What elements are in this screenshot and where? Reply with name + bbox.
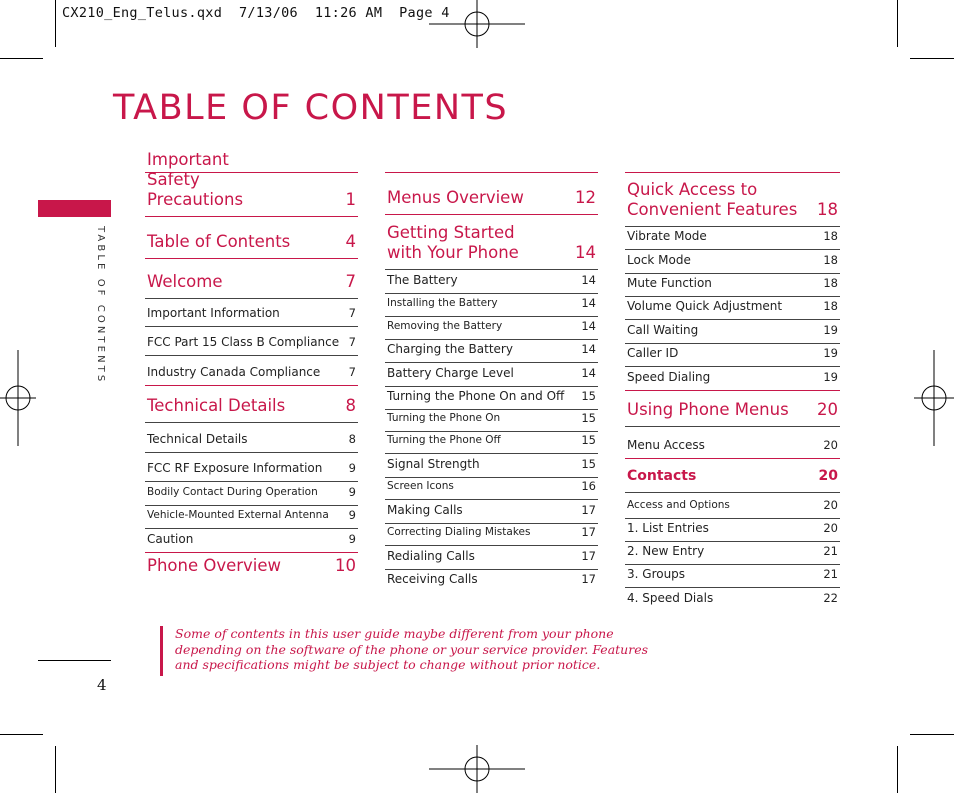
registration-mark-bottom [429,745,525,793]
toc-entry-page: 19 [823,370,838,384]
crop-mark [0,734,43,735]
file-slug: CX210_Eng_Telus.qxd 7/13/06 11:26 AM Page 4 [62,5,450,21]
toc-entry-page: 18 [823,253,838,267]
toc-subentry[interactable] [625,426,840,458]
toc-subentry[interactable] [385,269,598,293]
toc-subentry[interactable] [385,431,598,453]
toc-entry-page: 21 [823,544,838,558]
toc-entry-page: 7 [345,272,356,291]
toc-entry-label: Quick Access to Convenient Features [627,180,798,219]
toc-column-1 [145,150,358,582]
toc-section-entry[interactable] [145,385,358,422]
toc-entry-page: 9 [348,461,356,475]
toc-entry-page: 20 [823,521,838,535]
toc-entry-page: 7 [348,335,356,349]
toc-entry-page: 14 [581,366,596,380]
toc-entry-page: 18 [823,276,838,290]
toc-entry-page: 8 [345,396,356,415]
toc-section-entry[interactable] [385,172,598,214]
toc-section-entry[interactable] [625,458,840,492]
toc-entry-label: Turning the Phone On and Off [387,389,565,403]
toc-entry-page: 20 [823,438,838,452]
toc-entry-page: 22 [823,591,838,605]
toc-entry-page: 19 [823,323,838,337]
toc-entry-page: 12 [575,188,596,207]
toc-subentry[interactable] [385,453,598,477]
crop-mark [910,58,954,59]
toc-entry-page: 7 [348,365,356,379]
toc-entry-page: 4 [345,232,356,251]
toc-section-entry[interactable] [625,172,840,226]
toc-subentry[interactable] [625,343,840,366]
toc-subentry[interactable] [385,477,598,499]
side-tab-label: TABLE OF CONTENTS [95,226,106,385]
registration-mark-right [914,350,954,446]
toc-subentry[interactable] [625,296,840,319]
toc-entry-label: Removing the Battery [387,320,503,332]
note-line: and specifications might be subject to change without prior notice. [175,657,601,672]
toc-entry-page: 17 [581,503,596,517]
toc-entry-label: Table of Contents [147,232,291,251]
toc-entry-page: 10 [335,556,356,575]
toc-column-2 [385,172,598,592]
toc-subentry[interactable] [625,319,840,343]
toc-subentry[interactable] [625,249,840,273]
toc-subentry[interactable] [385,293,598,316]
toc-section-entry[interactable] [625,390,840,426]
toc-subentry[interactable] [625,492,840,518]
toc-entry-page: 15 [581,433,596,447]
toc-entry-label: Signal Strength [387,457,480,471]
toc-subentry[interactable] [385,386,598,409]
toc-entry-label: Contacts [627,468,697,484]
toc-entry-label: Menu Access [627,438,705,452]
note-line: depending on the software of the phone or your service provider. Features [175,641,649,657]
toc-entry-label: Vibrate Mode [627,229,707,243]
section-tab-marker [38,200,111,217]
crop-mark [897,0,898,47]
toc-subentry[interactable] [625,226,840,249]
note-line: Some of contents in this user guide maybe different from your phone [175,626,614,641]
toc-subentry[interactable] [385,569,598,592]
toc-entry-page: 7 [348,306,356,320]
toc-entry-page: 14 [581,319,596,333]
toc-entry-label: Call Waiting [627,323,699,337]
registration-mark-left [0,350,36,446]
toc-section-entry[interactable] [145,258,358,298]
toc-entry-label: Turning the Phone Off [387,434,501,446]
toc-entry-page: 18 [823,229,838,243]
toc-entry-label: Turning the Phone On [387,412,501,424]
toc-entry-page: 20 [818,468,838,484]
toc-entry-page: 9 [348,532,356,546]
toc-subentry[interactable] [145,452,358,481]
toc-entry-page: 15 [581,457,596,471]
toc-entry-label: Volume Quick Adjustment [627,299,783,313]
toc-subentry[interactable] [385,499,598,523]
toc-entry-page: 20 [823,498,838,512]
toc-entry-label: Vehicle-Mounted External Antenna [147,509,329,521]
toc-subentry[interactable] [145,481,358,505]
toc-entry-label: Using Phone Menus [627,400,789,419]
toc-entry-label: Mute Function [627,276,712,290]
disclaimer-note [160,626,649,676]
toc-entry-label: Technical Details [147,396,286,415]
toc-entry-label: Important Safety Precautions [147,150,244,209]
toc-entry-page: 15 [581,411,596,425]
toc-entry-label: Getting Started with Your Phone [387,223,519,262]
toc-subentry[interactable] [385,362,598,386]
toc-subentry[interactable] [625,564,840,587]
toc-entry-page: 17 [581,572,596,586]
toc-entry-label: Redialing Calls [387,549,475,563]
toc-subentry[interactable] [625,273,840,296]
toc-entry-label: Installing the Battery [387,297,498,309]
toc-entry-label: Making Calls [387,503,463,517]
toc-entry-page: 14 [581,296,596,310]
page-number-rule [38,660,111,661]
toc-entry-page: 20 [817,400,838,419]
toc-entry-page: 14 [581,273,596,287]
toc-entry-label: Access and Options [627,499,730,511]
toc-entry-label: Bodily Contact During Operation [147,486,318,498]
page-number: 4 [97,676,107,694]
toc-subentry[interactable] [625,366,840,390]
toc-entry-label: Phone Overview [147,556,282,575]
toc-entry-page: 8 [348,432,356,446]
toc-subentry[interactable] [385,316,598,339]
toc-entry-page: 16 [581,479,596,493]
toc-subentry[interactable] [145,355,358,385]
toc-entry-page: 21 [823,567,838,581]
toc-entry-page: 9 [348,508,356,522]
toc-subentry[interactable] [385,523,598,545]
toc-entry-page: 14 [575,243,596,262]
toc-entry-page: 14 [581,342,596,356]
toc-entry-page: 18 [823,299,838,313]
toc-section-entry[interactable] [145,216,358,258]
toc-entry-label: 3. Groups [627,567,686,581]
crop-mark [55,0,56,47]
toc-entry-label: The Battery [387,273,458,287]
toc-entry-page: 19 [823,346,838,360]
page-title: TABLE OF CONTENTS [113,88,509,128]
toc-subentry[interactable] [145,422,358,452]
toc-subentry[interactable] [145,298,358,326]
crop-mark [0,58,43,59]
toc-column-3 [625,172,840,611]
toc-section-entry[interactable] [145,552,358,582]
toc-entry-page: 1 [345,190,356,209]
crop-mark [910,734,954,735]
toc-entry-label: Industry Canada Compliance [147,365,321,379]
toc-entry-page: 15 [581,389,596,403]
toc-entry-label: FCC Part 15 Class B Compliance [147,335,340,349]
toc-entry-page: 17 [581,525,596,539]
toc-entry-label: Receiving Calls [387,572,478,586]
crop-mark [55,746,56,793]
toc-entry-label: Technical Details [147,432,248,446]
toc-entry-label: Screen Icons [387,480,454,492]
toc-section-entry[interactable] [145,150,358,216]
toc-entry-page: 9 [348,485,356,499]
toc-entry-label: Caution [147,532,194,546]
toc-entry-label: Important Information [147,306,280,320]
toc-entry-page: 18 [817,200,838,219]
toc-subentry[interactable] [145,528,358,552]
toc-entry-label: Lock Mode [627,253,691,267]
toc-subentry[interactable] [385,545,598,569]
toc-entry-label: Correcting Dialing Mistakes [387,526,531,538]
toc-subentry[interactable] [625,587,840,611]
toc-entry-label: 2. New Entry [627,544,705,558]
toc-subentry[interactable] [625,541,840,564]
crop-mark [897,746,898,793]
toc-entry-label: 4. Speed Dials [627,591,714,605]
toc-entry-label: FCC RF Exposure Information [147,461,323,475]
toc-section-entry[interactable] [385,214,598,269]
toc-entry-label: Charging the Battery [387,342,513,356]
toc-subentry[interactable] [385,409,598,431]
toc-subentry[interactable] [385,339,598,362]
toc-entry-page: 17 [581,549,596,563]
toc-entry-label: Welcome [147,272,223,291]
toc-subentry[interactable] [145,326,358,355]
toc-entry-label: Speed Dialing [627,370,711,384]
toc-entry-label: Battery Charge Level [387,366,514,380]
toc-entry-label: Caller ID [627,346,679,360]
toc-subentry[interactable] [625,518,840,541]
toc-subentry[interactable] [145,505,358,528]
toc-entry-label: Menus Overview [387,188,524,207]
toc-entry-label: 1. List Entries [627,521,709,535]
